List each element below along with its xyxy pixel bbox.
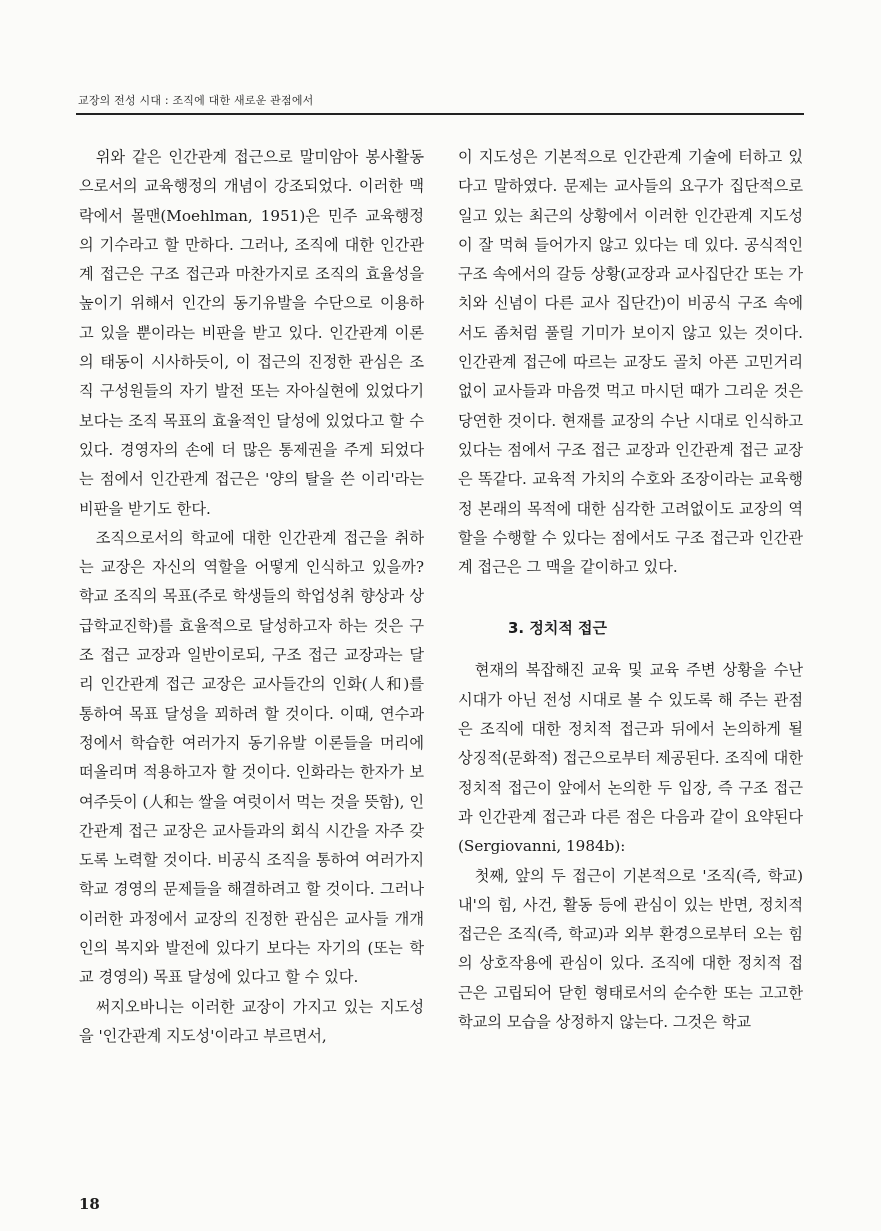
paragraph: 위와 같은 인간관계 접근으로 말미암아 봉사활동으로서의 교육행정의 개념이 강조되었다. 이러한 맥락에서 몰맨(Moehlman, 1951)은 민주 교육행정의 기수라고 할 만하다. 그러나, 조직에 대한 인간관계 접근은 구조 접근과 마찬가지로 조직의 효율성을 높이기 위해서 인간의 동기유발을 수단으로 이용하고 있을 뿐이라는 비판을 받고 있다. 인간관계 이론의 태동이 시사하듯이, 이 접근의 진정한 관심은 조직 구성원들의 자기 발전 또는 자아실현에 있었다기보다는 조직 목표의 효율적인 달성에 있었다고 할 수 있다. 경영자의 손에 더 많은 통제권을 주게 되었다는 점에서 인간관계 접근은 '양의 탈을 쓴 이리'라는 비판을 받기도 한다. (79, 148, 424, 518)
right-column (458, 143, 803, 1037)
section-heading: 3. 정치적 접근 (508, 619, 608, 638)
left-column (79, 143, 424, 1051)
page-number: 18 (79, 1195, 100, 1213)
paragraph: 첫째, 앞의 두 접근이 기본적으로 '조직(즉, 학교)내'의 힘, 사건, 활동 등에 관심이 있는 반면, 정치적 접근은 조직(즉, 학교)과 외부 환경으로부터 오는 힘의 상호작용에 관심이 있다. 조직에 대한 정치적 접근은 고립되어 닫힌 형태로서의 순수한 또는 고고한 학교의 모습을 상정하지 않는다. 그것은 학교 (458, 866, 803, 1032)
paragraph: 조직으로서의 학교에 대한 인간관계 접근을 취하는 교장은 자신의 역할을 어떻게 인식하고 있을까? 학교 조직의 목표(주로 학생들의 학업성취 향상과 상급학교진학)를 효율적으로 달성하고자 하는 것은 구조 접근 교장과 일반이로되, 구조 접근 교장과는 달리 인간관계 접근 교장은 교사들간의 인화(人和)를 통하여 목표 달성을 꾀하려 할 것이다. 이때, 연수과정에서 학습한 여러가지 동기유발 이론들을 머리에 떠올리며 적용하고자 할 것이다. 인화라는 한자가 보여주듯이 (人和는 쌀을 여럿이서 먹는 것을 뜻함), 인간관계 접근 교장은 교사들과의 회식 시간을 자주 갖도록 노력할 것이다. 비공식 조직을 통하여 여러가지 학교 경영의 문제들을 해결하려고 할 것이다. 그러나 이러한 과정에서 교장의 진정한 관심은 교사들 개개인의 복지와 발전에 있다기 보다는 자기의 (또는 학교 경영의) 목표 달성에 있다고 할 수 있다. (79, 528, 424, 987)
running-head-title: 교장의 전성 시대 : 조직에 대한 새로운 관점에서 (78, 94, 314, 107)
paragraph: 이 지도성은 기본적으로 인간관계 기술에 터하고 있다고 말하였다. 문제는 교사들의 요구가 집단적으로 일고 있는 최근의 상황에서 이러한 인간관계 지도성이 잘 먹혀 들어가지 않고 있다는 데 있다. 공식적인 구조 속에서의 갈등 상황(교장과 교사집단간 또는 가치와 신념이 다른 교사 집단간)이 비공식 구조 속에서도 좀처럼 풀릴 기미가 보이지 않고 있는 것이다. 인간관계 접근에 따르는 교장도 골치 아픈 고민거리 없이 교사들과 마음껏 먹고 마시던 때가 그리운 것은 당연한 것이다. 현재를 교장의 수난 시대로 인식하고 있다는 점에서 구조 접근 교장과 인간관계 접근 교장은 똑같다. 교육적 가치의 수호와 조장이라는 교육행정 본래의 목적에 대한 심각한 고려없이도 교장의 역할을 수행할 수 있다는 점에서도 구조 접근과 인간관계 접근은 그 맥을 같이하고 있다. (458, 148, 803, 577)
paragraph: 현재의 복잡해진 교육 및 교육 주변 상황을 수난 시대가 아닌 전성 시대로 볼 수 있도록 해 주는 관점은 조직에 대한 정치적 접근과 뒤에서 논의하게 될 상징적(문화적) 접근으로부터 제공된다. 조직에 대한 정치적 접근이 앞에서 논의한 두 입장, 즉 구조 접근과 인간관계 접근과 다른 점은 다음과 같이 요약된다(Sergiovanni, 1984b): (458, 661, 803, 856)
paragraph: 써지오바니는 이러한 교장이 가지고 있는 지도성을 '인간관계 지도성'이라고 부르면서, (79, 997, 424, 1045)
header-rule (76, 113, 804, 115)
